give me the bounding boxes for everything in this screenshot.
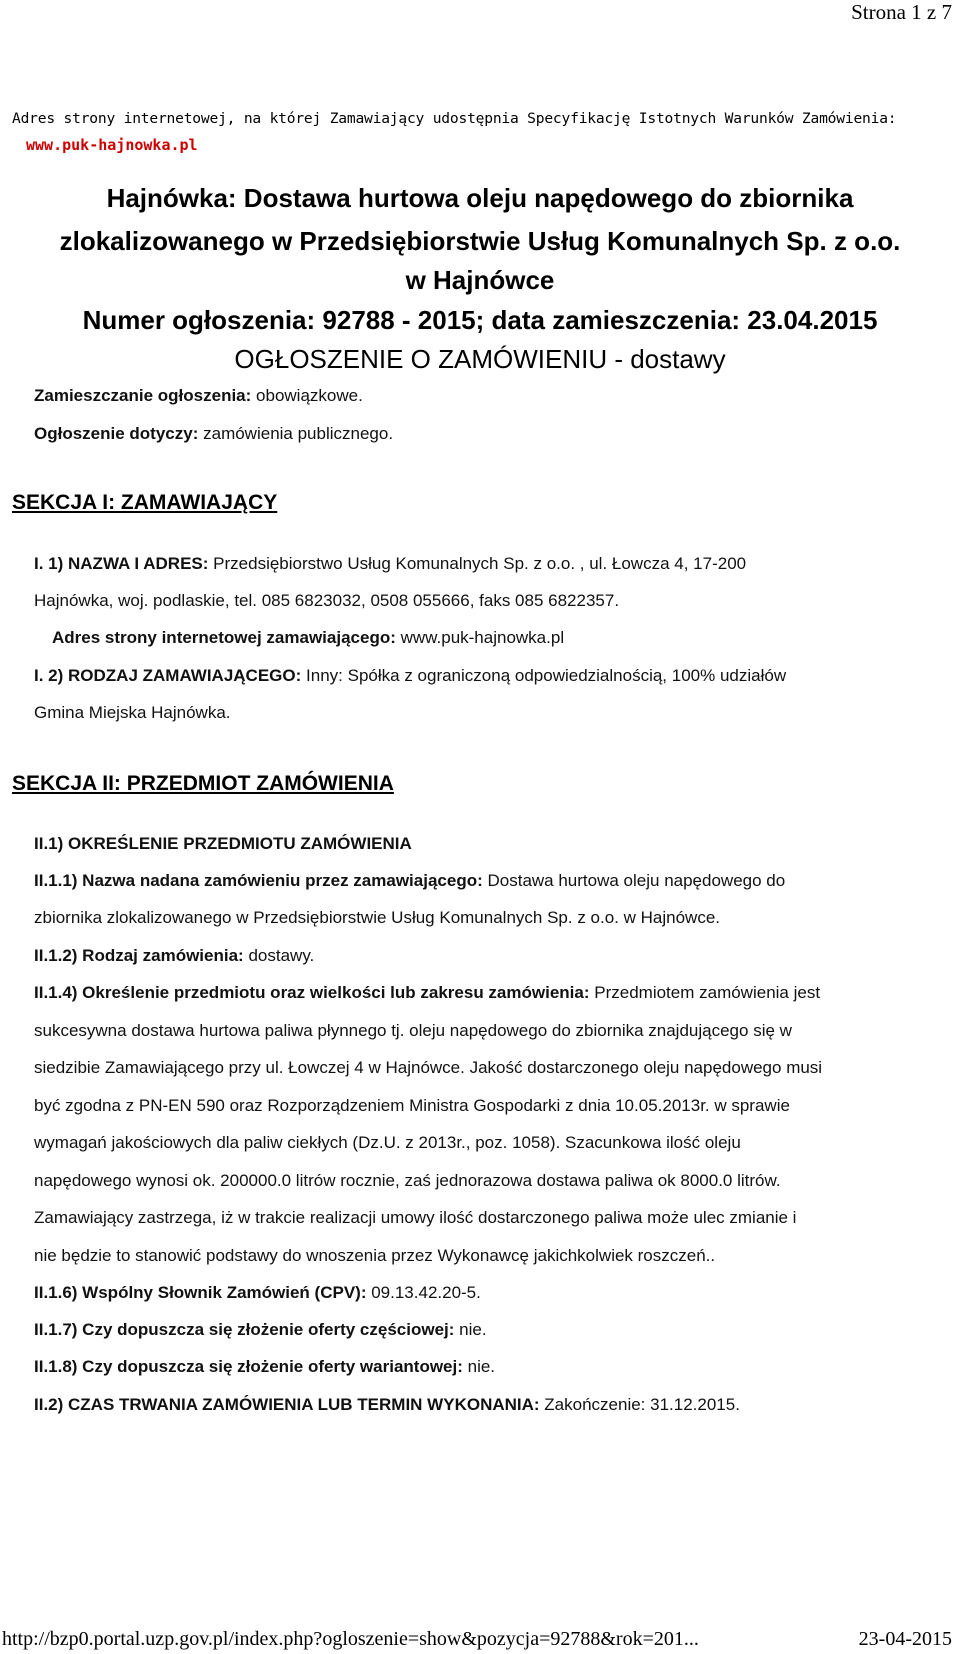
page-number: Strona 1 z 7: [851, 0, 952, 24]
footer-url[interactable]: http://bzp0.portal.uzp.gov.pl/index.php?ogloszenie=show&pozycja=92788&rok=201...: [2, 1628, 699, 1650]
ii17-label: II.1.7) Czy dopuszcza się złożenie oferty częściowej:: [34, 1320, 455, 1339]
i1-row: [34, 554, 746, 574]
i1-value: Przedsiębiorstwo Usług Komunalnych Sp. z o.o. , ul. Łowcza 4, 17-200: [213, 554, 747, 573]
placement-value: obowiązkowe.: [256, 386, 363, 405]
ii11-label: II.1.1) Nazwa nadana zamówieniu przez zamawiającego:: [34, 871, 483, 890]
concerns-row: [34, 424, 393, 444]
placement-row: [34, 386, 363, 406]
ii14-row: [34, 983, 820, 1003]
i2-label: I. 2) RODZAJ ZAMAWIAJĄCEGO:: [34, 666, 302, 685]
section-1-heading: SEKCJA I: ZAMAWIAJĄCY: [12, 491, 278, 514]
announcement-number: Numer ogłoszenia: 92788 - 2015; data zamieszczenia: 23.04.2015: [82, 305, 878, 335]
website-link[interactable]: www.puk-hajnowka.pl: [400, 628, 565, 647]
ii17-row: [34, 1320, 487, 1340]
ii16-row: [34, 1283, 481, 1303]
siwz-address-link[interactable]: www.puk-hajnowka.pl: [26, 136, 198, 154]
ii2-label: II.2) CZAS TRWANIA ZAMÓWIENIA LUB TERMIN WYKONANIA:: [34, 1395, 540, 1414]
i1-label: I. 1) NAZWA I ADRES:: [34, 554, 209, 573]
ii2-row: [34, 1395, 740, 1415]
ii16-label: II.1.6) Wspólny Słownik Zamówień (CPV):: [34, 1283, 367, 1302]
ii14-value: Przedmiotem zamówienia jest: [594, 983, 821, 1002]
i1-continued: Hajnówka, woj. podlaskie, tel. 085 6823032, 0508 055666, faks 085 6822357.: [34, 591, 620, 610]
ii12-label: II.1.2) Rodzaj zamówienia:: [34, 946, 244, 965]
title-line-2: zlokalizowanego w Przedsiębiorstwie Usług Komunalnych Sp. z o.o.: [59, 226, 901, 256]
siwz-address-label: Adres strony internetowej, na której Zamawiający udostępnia Specyfikację Istotnych Warunków Zamówienia:: [12, 110, 897, 127]
ii11-continued: zbiornika zlokalizowanego w Przedsiębiorstwie Usług Komunalnych Sp. z o.o. w Hajnówce.: [34, 908, 720, 927]
ii14-line: być zgodna z PN-EN 590 oraz Rozporządzeniem Ministra Gospodarki z dnia 10.05.2013r. w sprawie: [34, 1096, 790, 1115]
ii14-line: sukcesywna dostawa hurtowa paliwa płynnego tj. oleju napędowego do zbiornika znajdującego się w: [34, 1021, 792, 1040]
i2-continued: Gmina Miejska Hajnówka.: [34, 703, 231, 722]
ii12-value: dostawy.: [248, 946, 315, 965]
concerns-value: zamówienia publicznego.: [203, 424, 394, 443]
title-line-3: w Hajnówce: [405, 265, 555, 295]
ii14-line: nie będzie to stanowić podstawy do wnoszenia przez Wykonawcę jakichkolwiek roszczeń..: [34, 1246, 716, 1265]
ii14-line: Zamawiający zastrzega, iż w trakcie realizacji umowy ilość dostarczonego paliwa może ulec zmianie i: [34, 1208, 797, 1227]
ii14-label: II.1.4) Określenie przedmiotu oraz wielkości lub zakresu zamówienia:: [34, 983, 590, 1002]
ii18-row: [34, 1357, 495, 1377]
ii14-line: wymagań jakościowych dla paliw ciekłych (Dz.U. z 2013r., poz. 1058). Szacunkowa ilość oleju: [34, 1133, 741, 1152]
notice-subtitle: OGŁOSZENIE O ZAMÓWIENIU - dostawy: [234, 344, 726, 374]
ii2-value: Zakończenie: 31.12.2015.: [544, 1395, 740, 1414]
ii16-value: 09.13.42.20-5.: [371, 1283, 481, 1302]
ii17-value: nie.: [459, 1320, 487, 1339]
ii12-row: [34, 946, 314, 966]
ii14-line: napędowego wynosi ok. 200000.0 litrów rocznie, zaś jednorazowa dostawa paliwa ok 8000.0 litrów.: [34, 1171, 781, 1190]
ii18-value: nie.: [467, 1357, 496, 1376]
placement-label: Zamieszczanie ogłoszenia:: [34, 386, 252, 405]
ii1-heading: II.1) OKREŚLENIE PRZEDMIOTU ZAMÓWIENIA: [34, 834, 412, 853]
website-row: [52, 628, 564, 648]
title-line-1: Hajnówka: Dostawa hurtowa oleju napędowego do zbiornika: [106, 183, 854, 213]
i2-value: Inny: Spółka z ograniczoną odpowiedzialnością, 100% udziałów: [306, 666, 787, 685]
i2-row: [34, 666, 786, 686]
ii11-value: Dostawa hurtowa oleju napędowego do: [487, 871, 786, 890]
ii18-label: II.1.8) Czy dopuszcza się złożenie oferty wariantowej:: [34, 1357, 463, 1376]
ii11-row: [34, 871, 785, 891]
concerns-label: Ogłoszenie dotyczy:: [34, 424, 199, 443]
ii14-line: siedzibie Zamawiającego przy ul. Łowczej 4 w Hajnówce. Jakość dostarczonego oleju napędowego musi: [34, 1058, 823, 1077]
section-2-heading: SEKCJA II: PRZEDMIOT ZAMÓWIENIA: [12, 772, 394, 795]
footer-date: 23-04-2015: [858, 1628, 952, 1650]
website-label: Adres strony internetowej zamawiającego:: [52, 628, 396, 647]
